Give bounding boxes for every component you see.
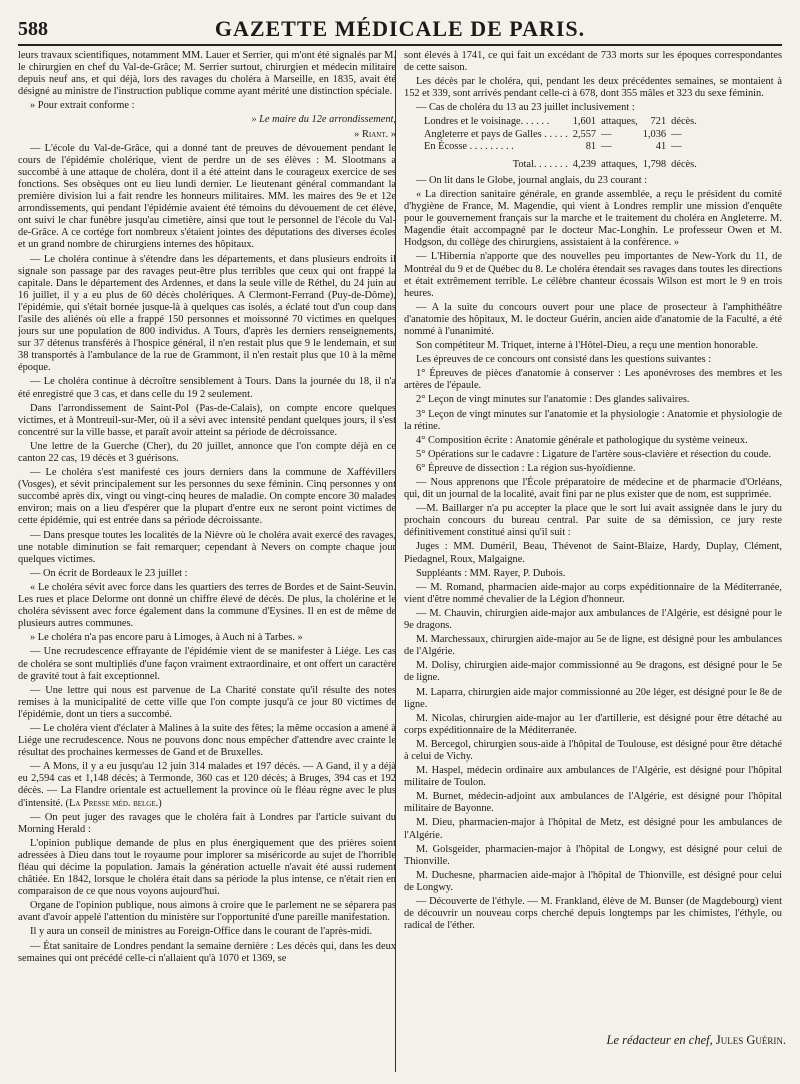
paragraph: L'opinion publique demande de plus en plus énergiquement que des prières soient adressées à Dieu dans tout le royaume pour implorer sa miséricorde au sujet de l'horrible fléau qui décime la population. Jamais la génération actuelle n'avait été aussi rudement châtiée. En 1842, lorsque le choléra était dans sa période la plus intense, ce n'était rien en comparaison de ce que nous voyons aujourd'hui. bbox=[18, 837, 396, 898]
paragraph: M. Golsgeider, pharmacien-major à l'hôpital de Longwy, est désigné pour celui de Thionville. bbox=[404, 843, 782, 867]
paragraph: — L'école du Val-de-Grâce, qui a donné tant de preuves de dévouement pendant le cours de l'épidémie cholérique, vient de perdre un de ses élèves : M. Slootmans a succombé à une attaque de choléra, dont il a été atteint dans le courageux exercice de ses fonctions. Ses obsèques ont eu lieu lundi dernier. Le lieutenant général commandant la première division lui a fait rendre les honneurs militaires. MM. les maires des 9e et 12e arrondissements, qui pendant l'épidémie avaient été témoins du dévouement de cet élève, ont suivi le char funèbre jusqu'au cimetière, ainsi que tout le personnel de l'école du Val-de-Grâce. A ce cortége fort nombreux s'étaient jointes des députations des diverses écoles et un grand nombre de chirurgiens internes des hôpitaux. bbox=[18, 142, 396, 251]
paragraph: M. Haspel, médecin ordinaire aux ambulances de l'Algérie, est désigné pour l'hôpital militaire de Toulon. bbox=[404, 765, 782, 789]
paragraph: — Cas de choléra du 13 au 23 juillet inclusivement : bbox=[416, 102, 635, 114]
editor-signature bbox=[607, 1033, 786, 1048]
paragraph: leurs travaux scientifiques, notamment MM. Lauer et Serrier, qui m'ont été signalés par M. le chirurgien en chef du Val-de-Grâce; M. Serrier surtout, chirurgien et médecin militaire depuis neuf ans, et qui déjà, lors des ravages du choléra à Marseille, en 1835, avait été désigné au ministre de l'instruction publique comme ayant mérité une distinction spéciale. bbox=[18, 50, 396, 98]
paragraph: — Le choléra s'est manifesté ces jours derniers dans la commune de Xaffévillers (Vosges), et sévit principalement sur les personnes du sexe féminin. Cinq personnes y ont succombé après dix, vingt ou vingt-cinq heures de maladie. On compte encore 30 malades environ; mais on a lieu d'espérer que la plupart d'entre eux ne seront point victimes de cette épidémie, qui est entrée dans sa période décroissante. bbox=[18, 467, 396, 527]
table-cell: 1,601 bbox=[572, 116, 597, 128]
table-cell: 2,557 bbox=[572, 128, 597, 140]
paragraph: Son compétiteur M. Triquet, interne à l'Hôtel-Dieu, a reçu une mention honorable. bbox=[416, 340, 759, 352]
page-number: 588 bbox=[18, 18, 48, 40]
paragraph: « Le choléra sévit avec force dans les quartiers des terres de Bordes et de Saint-Seuvin. Les rues et place Delorme ont donné un chiffre élevé de décès. De plus, la cholérine et le choléra sévissent avec force également dans la commune d'Eysines. Il en est de même de plusieurs autres communes. bbox=[18, 581, 396, 630]
paragraph-text: — A Mons, il y a eu jusqu'au 12 juin 314 malades et 197 décès. — A Gand, il y a déjà eu 2,594 cas et 1,148 décès; à Termonde, 360 cas et 120 décès; à Bruges, 394 cas et 192 décès. — La Flandre orientale est actuellement la province où le fléau règne avec le plus d'intensité. bbox=[18, 761, 396, 809]
table-cell: Total. . . . . . . bbox=[512, 158, 568, 170]
paragraph: — État sanitaire de Londres pendant la semaine dernière : Les décès qui, dans les deux semaines qui ont précédé celle-ci n'allaient qu'à 1070 et 1369, se bbox=[18, 940, 396, 964]
publication-title: GAZETTE MÉDICALE DE PARIS. bbox=[214, 16, 586, 41]
paragraph: Les décès par le choléra, qui, pendant les deux précédentes semaines, se montaient à 152 et 339, sont arrivés pendant celle-ci à 678, dont 355 mâles et 323 du sexe féminin. bbox=[404, 76, 782, 100]
editor-label: Le rédacteur en chef, bbox=[606, 1033, 713, 1047]
table-row bbox=[424, 141, 702, 153]
paragraph: Juges : MM. Duméril, Beau, Thévenot de Saint-Blaize, Hardy, Duplay, Clément, Piedagnel, Roux, Malgaigne. bbox=[404, 541, 782, 565]
table-row bbox=[424, 129, 702, 141]
signature-title: » Le maire du 12e arrondissement, bbox=[251, 114, 396, 126]
table-cell: Londres et le voisinage. . . . . . bbox=[424, 116, 550, 128]
right-column bbox=[404, 50, 782, 1076]
paragraph: — Nous apprenons que l'École préparatoire de médecine et de pharmacie d'Orléans, qui, dit un journal de la localité, avait fini par ne plus exister que de nom, est supprimée. bbox=[404, 477, 782, 501]
paragraph: M. Dolisy, chirurgien aide-major commissionné au 9e dragons, est désigné pour le 5e de ligne. bbox=[404, 660, 782, 684]
paragraph: — On lit dans le Globe, journal anglais, du 23 courant : bbox=[416, 174, 648, 186]
paragraph: Les épreuves de ce concours ont consisté dans les questions suivantes : bbox=[416, 354, 712, 366]
paragraph: —M. Baillarger n'a pu accepter la place que le sort lui avait assignée dans le jury du prochain concours du bureau central. Par suite de sa démission, ce jury reste définitivement constitué ainsi qu'il suit : bbox=[404, 503, 782, 539]
paragraph: — Le choléra continue à décroître sensiblement à Tours. Dans la journée du 18, il n'a été enregistré que 3 cas, et dans celle du 19 2 seulement. bbox=[18, 376, 396, 400]
table-total-row bbox=[424, 153, 702, 171]
paragraph: — On peut juger des ravages que le choléra fait à Londres par l'article suivant du Morning Herald : bbox=[18, 811, 396, 835]
paragraph: — Découverte de l'éthyle. — M. Frankland, élève de M. Bunser (de Magdebourg) vient de découvrir un nouveau corps cherché depuis longtemps par les chimistes, l'éthyle, ou radical de l'éther. bbox=[404, 896, 782, 932]
paragraph: — M. Chauvin, chirurgien aide-major aux ambulances de l'Algérie, est désigné pour le 9e dragons. bbox=[404, 607, 782, 632]
table-cell: — bbox=[601, 128, 612, 140]
paragraph: » Pour extrait conforme : bbox=[30, 100, 135, 112]
table-cell: En Écosse . . . . . . . . . bbox=[424, 140, 514, 152]
paragraph: 4° Composition écrite : Anatomie générale et pathologique du système veineux. bbox=[416, 434, 748, 446]
paragraph: sont élevés à 1741, ce qui fait un excédant de 733 morts sur les époques correspondantes de cette saison. bbox=[404, 50, 782, 74]
paragraph: 1° Épreuves de pièces d'anatomie à conserver : Les aponévroses des membres et les artères de l'épaule. bbox=[404, 368, 782, 392]
table-cell: attaques, bbox=[601, 116, 638, 128]
source-citation: (La Presse méd. belge.) bbox=[65, 797, 162, 809]
paragraph: Dans l'arrondissement de Saint-Pol (Pas-de-Calais), on compte encore quelques victimes, et à Montreuil-sur-Mer, où il a sévi avec intensité pendant quelques jours, il s'est concentré sur la ville basse, et paraît avoir atteint sa période de décroissance. bbox=[18, 402, 396, 438]
paragraph: Il y aura un conseil de ministres au Foreign-Office dans le courant de l'après-midi. bbox=[30, 926, 373, 938]
paragraph: M. Dieu, pharmacien-major à l'hôpital de Metz, est désigné pour les ambulances de l'Algérie. bbox=[404, 817, 782, 841]
paragraph: 2° Leçon de vingt minutes sur l'anatomie : Des glandes salivaires. bbox=[416, 394, 690, 406]
paragraph: Organe de l'opinion publique, nous aimons à croire que le parlement ne se séparera pas avant d'avoir appelé l'attention du ministère sur l'opportunité d'une pareille manifestation. bbox=[18, 900, 396, 924]
paragraph: M. Marchessaux, chirurgien aide-major au 5e de ligne, est désigné pour les ambulances de l'Algérie. bbox=[404, 634, 782, 658]
table-cell: — bbox=[601, 140, 612, 152]
page-header bbox=[18, 14, 782, 46]
table-row bbox=[424, 116, 702, 128]
table-cell: décès. bbox=[671, 116, 697, 128]
paragraph: 3° Leçon de vingt minutes sur l'anatomie et la physiologie : Anatomie et physiologie de la rétine. bbox=[404, 408, 782, 432]
table-cell: Angleterre et pays de Galles . . . . . bbox=[424, 128, 568, 140]
paragraph: » Le choléra n'a pas encore paru à Limoges, à Auch ni à Tarbes. » bbox=[30, 632, 303, 644]
paragraph: — Une lettre qui nous est parvenue de La Charité constate qu'il résulte des notes remises à la municipalité de cette ville que l'on compte jusqu'à ce jour 80 victimes de l'épidémie, dont un tiers a succombé. bbox=[18, 684, 396, 720]
table-cell: décès. bbox=[671, 158, 697, 170]
paragraph: M. Nicolas, chirurgien aide-major au 1er d'artillerie, est désigné pour être détaché au corps expéditionnaire de la Méditerranée. bbox=[404, 712, 782, 736]
table-cell: attaques, bbox=[601, 158, 638, 170]
paragraph: — M. Romand, pharmacien aide-major au corps expéditionnaire de la Méditerranée, vient d'être nommé chevalier de la Légion d'honneur. bbox=[404, 581, 782, 605]
paragraph bbox=[18, 761, 396, 809]
cholera-stats-table bbox=[424, 116, 702, 170]
paragraph: — Le choléra vient d'éclater à Malines à la suite des fêtes; la même occasion a amené à Liége une recrudescence. Nous ne pouvons donc nous empêcher d'attendre avec crainte le résultat des prochaines kermesses de Gand et de Bruxelles. bbox=[18, 722, 396, 759]
left-column bbox=[18, 50, 396, 1076]
paragraph: 6° Épreuve de dissection : La région sus-hyoïdienne. bbox=[416, 462, 636, 474]
signature-name: » Riant. » bbox=[354, 128, 396, 140]
paragraph: — On écrit de Bordeaux le 23 juillet : bbox=[30, 567, 188, 579]
paragraph: — Le choléra continue à s'étendre dans les départements, et dans plusieurs endroits il signale son passage par des ravages peut-être plus terribles que ceux qui ont frappé la capitale. Dans le département des Ardennes, et dans la seule ville de Réthel, du 24 juin au 16 juillet, il y a eu plus de 60 décès cholériques. A Clermont-Ferrand (Puy-de-Dôme), l'épidémie, qui s'était bornée jusque-là à quelques cas isolés, a éclaté tout d'un coup dans l'asile des aliénés où elle a frappé 150 personnes et moissonné 70 victimes en quelques jours sur une population de 800 individus. A Tours, d'après les derniers renseignements, sur 37 détenus transférés à l'hospice général, il n'en restait plus que 9 le lendemain, et sur 38 transportés à l'ambulance de la rue de Grammont, il n'en restait plus que 10 à la même époque. bbox=[18, 253, 396, 374]
table-cell: 721 bbox=[650, 116, 667, 128]
table-cell: — bbox=[671, 140, 682, 152]
paragraph: Suppléants : MM. Rayer, P. Dubois. bbox=[416, 567, 566, 579]
paragraph: M. Bercegol, chirurgien sous-aide à l'hôpital de Toulouse, est désigné pour être détaché à celui de Vichy. bbox=[404, 738, 782, 762]
paragraph: — Dans presque toutes les localités de la Nièvre où le choléra avait exercé des ravages, une notable diminution se fait remarquer; cependant à Nevers on compte chaque jour quelques victimes. bbox=[18, 529, 396, 565]
editor-name: Jules Guérin. bbox=[715, 1033, 786, 1047]
paragraph: M. Duchesne, pharmacien aide-major à l'hôpital de Thionville, est désigné pour celui de Longwy. bbox=[404, 869, 782, 893]
table-cell: 4,239 bbox=[572, 158, 597, 170]
table-cell: 1,036 bbox=[642, 128, 667, 140]
table-cell: 1,798 bbox=[642, 158, 667, 170]
table-cell: 41 bbox=[655, 140, 667, 152]
paragraph: — A la suite du concours ouvert pour une place de prosecteur à l'amphithéâtre d'anatomie des hôpitaux, M. le docteur Guérin, ancien aide d'anatomie de la Faculté, a été nommé à l'unanimité. bbox=[404, 301, 782, 337]
paragraph: Une lettre de la Guerche (Cher), du 20 juillet, annonce que l'on compte déjà en ce canton 22 cas, 19 décès et 3 guérisons. bbox=[18, 440, 396, 464]
paragraph: M. Burnet, médecin-adjoint aux ambulances de l'Algérie, est désigné pour l'hôpital militaire de Bayonne. bbox=[404, 791, 782, 815]
table-cell: — bbox=[671, 128, 682, 140]
paragraph: — L'Hibernia n'apporte que des nouvelles peu importantes de New-York du 11, de Montréal du 9 et de Québec du 8. Le choléra étendait ses ravages dans toutes les directions et était extrêmement terrible. Le célèbre chanteur écossais Wilson est mort le 9 en trois heures. bbox=[404, 251, 782, 299]
paragraph: M. Laparra, chirurgien aide major commissionné au 20e léger, est désigné pour le 8e de ligne. bbox=[404, 686, 782, 710]
paragraph: « La direction sanitaire générale, en grande assemblée, a reçu le président du comité d'hygiène de France, M. Magendie, qui vient à Londres remplir une mission d'enquête pour le gouvernement français sur la marche et le traitement du choléra en Angleterre. M. Magendie était accompagné par le docteur Mac-Longhin. Le professeur Owen et M. Hodgson, du collège des chirurgiens, assistaient à la conférence. » bbox=[404, 188, 782, 249]
paragraph: 5° Opérations sur le cadavre : Ligature de l'artère sous-clavière et résection du coude. bbox=[416, 448, 772, 460]
table-cell: 81 bbox=[585, 140, 597, 152]
paragraph: — Une recrudescence effrayante de l'épidémie vient de se manifester à Liége. Les cas de choléra se sont multipliés d'une façon vraiment extraordinaire, et ont offert un caractère de gravité tout à fait exceptionnel. bbox=[18, 646, 396, 682]
